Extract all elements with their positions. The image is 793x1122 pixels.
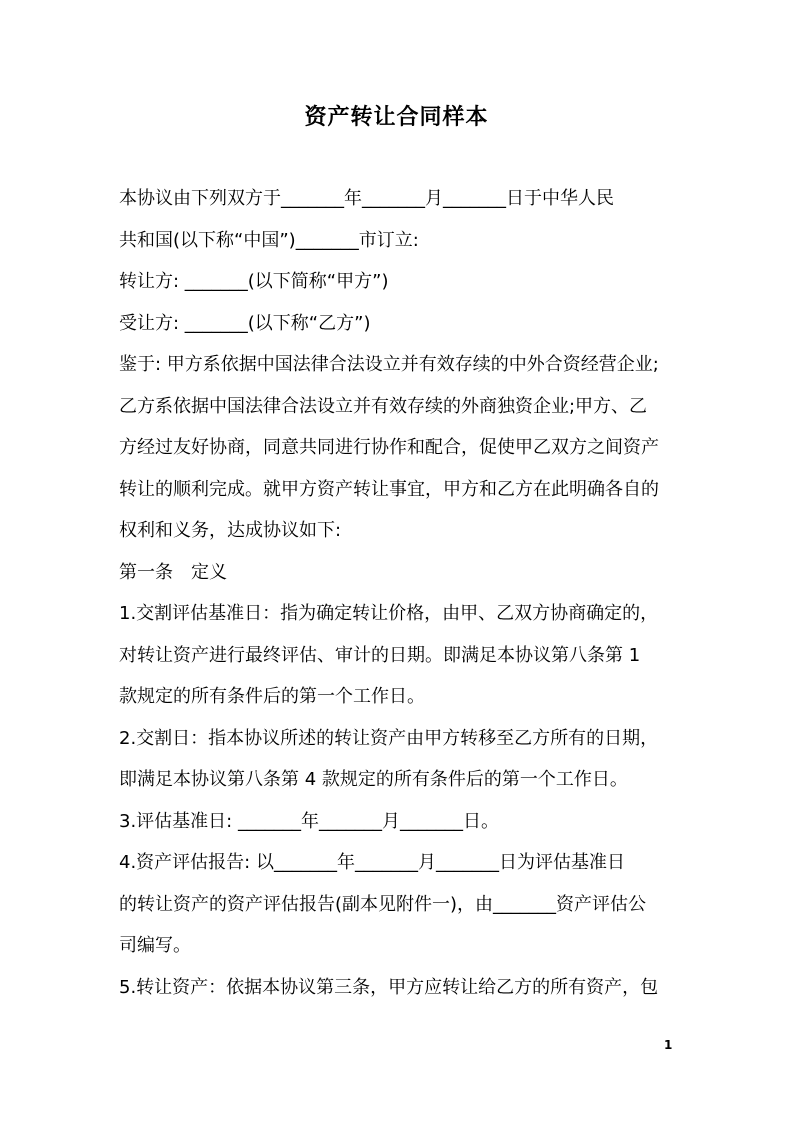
text-line: 即满足本协议第八条第 4 款规定的所有条件后的第一个工作日。 xyxy=(119,769,628,790)
text-line: 鉴于: 甲方系依据中国法律合法设立并有效存续的中外合资经营企业; xyxy=(119,354,659,375)
text-line: 转让方: _______(以下简称“甲方”) xyxy=(119,271,389,292)
text-line: 2.交割日：指本协议所述的转让资产由甲方转移至乙方所有的日期， xyxy=(119,727,659,749)
text-line: 款规定的所有条件后的第一个工作日。 xyxy=(119,686,425,707)
text-line: 对转让资产进行最终评估、审计的日期。即满足本协议第八条第 1 xyxy=(119,644,641,666)
text-line: 3.评估基准日: _______年_______月_______日。 xyxy=(119,810,499,832)
section-heading: 第一条 定义 xyxy=(119,561,227,583)
text-line: 1.交割评估基准日：指为确定转让价格，由甲、乙双方协商确定的， xyxy=(119,603,659,624)
document-title: 资产转让合同样本 xyxy=(304,105,489,130)
text-line: 受让方: _______(以下称“乙方”) xyxy=(119,312,371,334)
text-line: 转让的顺利完成。就甲方资产转让事宜，甲方和乙方在此明确各自的 xyxy=(119,478,659,500)
text-line: 4.资产评估报告: 以_______年_______月_______日为评估基准日 xyxy=(119,852,625,873)
page-number: 1 xyxy=(664,1038,673,1052)
text-line: 方经过友好协商，同意共同进行协作和配合，促使甲乙双方之间资产 xyxy=(119,437,659,458)
document-body xyxy=(119,178,679,1008)
text-line: 权利和义务，达成协议如下: xyxy=(119,520,342,541)
text-line: 共和国(以下称“中国”)_______市订立: xyxy=(119,229,419,251)
text-line: 5.转让资产：依据本协议第三条，甲方应转让给乙方的所有资产，包 xyxy=(119,976,659,998)
text-line: 本协议由下列双方于_______年_______月_______日于中华人民 xyxy=(119,188,614,209)
text-line: 的转让资产的资产评估报告(副本见附件一)，由_______资产评估公 xyxy=(119,893,647,915)
text-line: 司编写。 xyxy=(119,935,191,956)
text-line: 乙方系依据中国法律合法设立并有效存续的外商独资企业;甲方、乙 xyxy=(119,395,648,417)
